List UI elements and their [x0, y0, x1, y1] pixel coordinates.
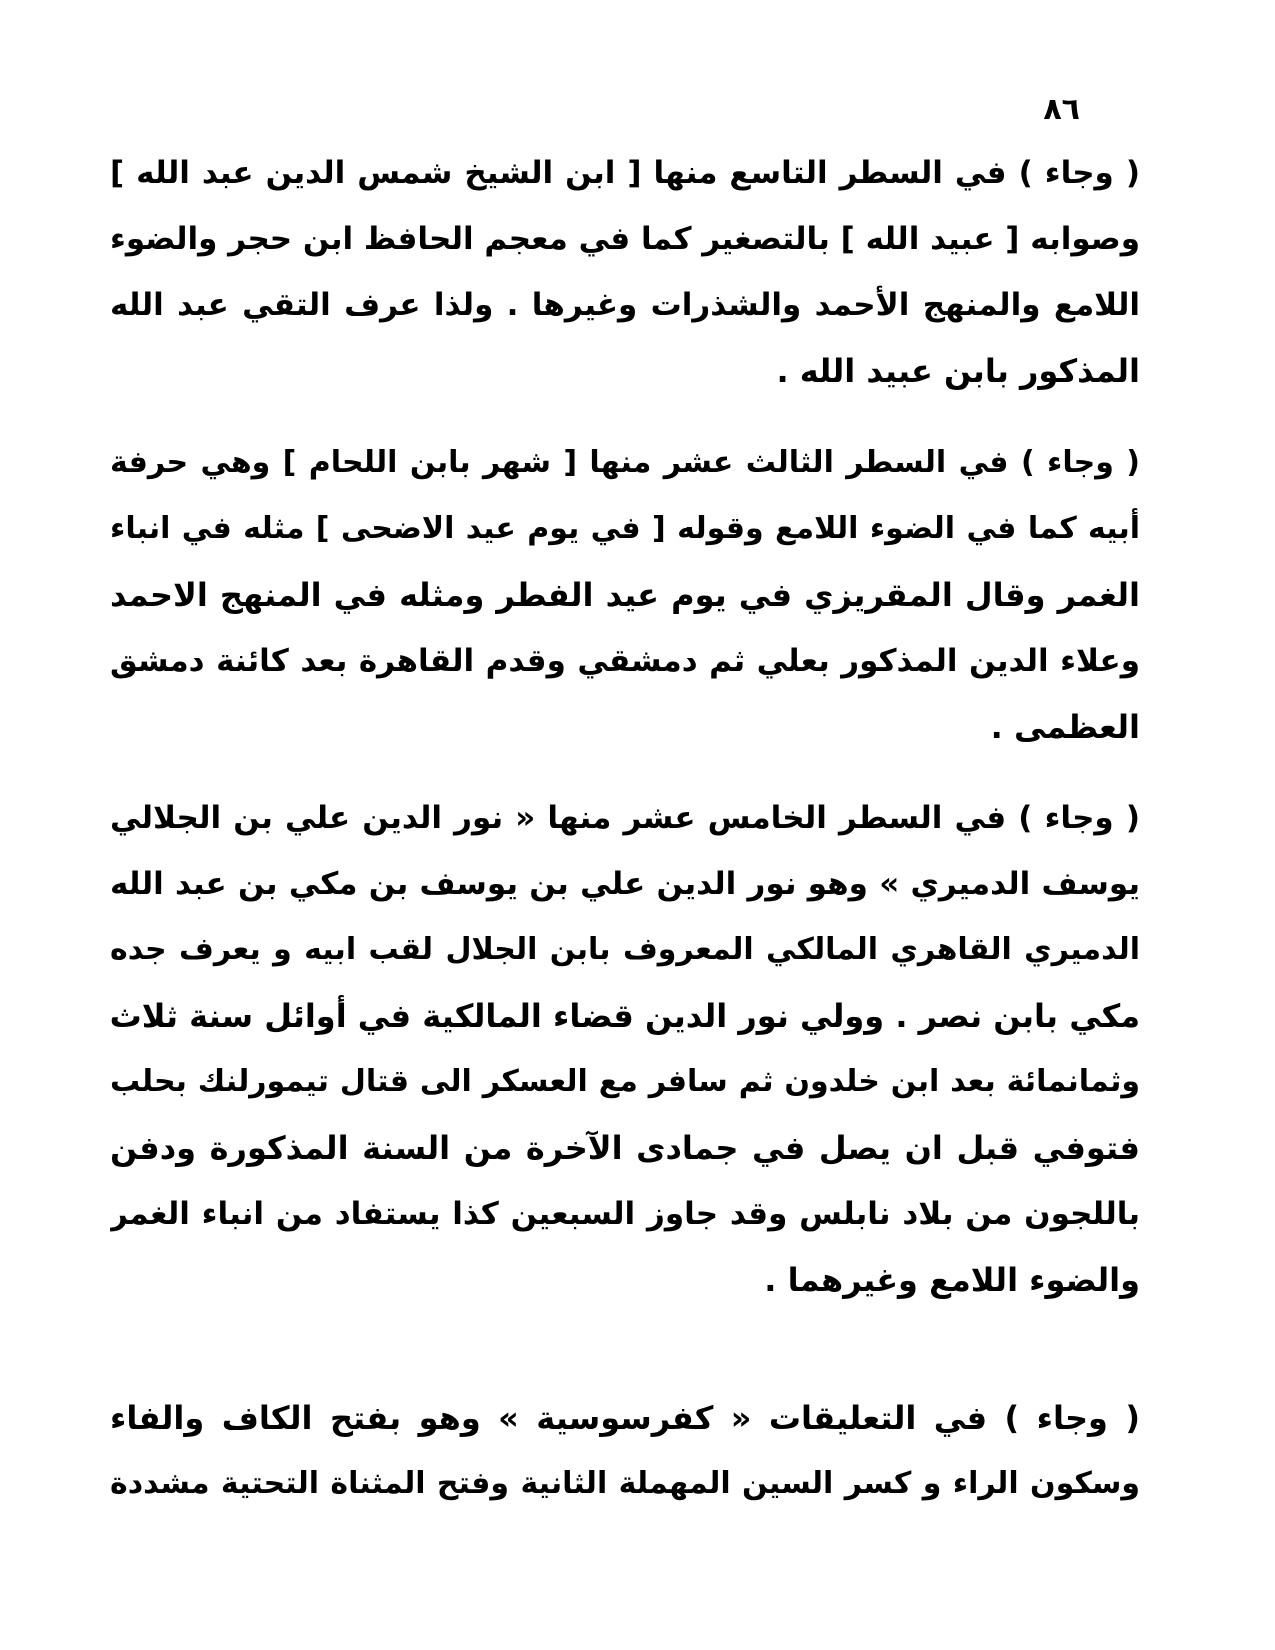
- text-line: المذكور بابن عبيد الله .: [776, 352, 1140, 390]
- paragraph-4: [110, 1385, 1140, 1517]
- text-line: الدميري القاهري المالكي المعروف بابن الجلال لقب ابيه و يعرف جده: [110, 932, 1140, 967]
- text-line: باللجون من بلاد نابلس وقد جاوز السبعين كذا يستفاد من انباء الغمر: [110, 1196, 1140, 1232]
- text-line: أبيه كما في الضوء اللامع وقوله [ في يوم عيد الاضحى ] مثله في انباء: [110, 511, 1140, 546]
- paragraph-3: [110, 785, 1140, 1313]
- text-line: العظمى .: [990, 708, 1140, 746]
- text-line: وثمانمائة بعد ابن خلدون ثم سافر مع العسكر الى قتال تيمورلنك بحلب: [110, 1064, 1140, 1099]
- text-line: ( وجاء ) في السطر الخامس عشر منها « نور الدين علي بن الجلالي: [110, 800, 1140, 836]
- text-line: وعلاء الدين المذكور بعلي ثم دمشقي وقدم القاهرة بعد كائنة دمشق: [110, 643, 1140, 679]
- page-number: ٨٦: [1043, 92, 1080, 127]
- text-line: ( وجاء ) في السطر التاسع منها [ ابن الشيخ شمس الدين عبد الله ]: [110, 155, 1140, 191]
- text-line: وسكون الراء و كسر السين المهملة الثانية وفتح المثناة التحتية مشددة: [110, 1466, 1140, 1501]
- paragraph-1: [110, 140, 1140, 404]
- text-line: ( وجاء ) في السطر الثالث عشر منها [ شهر بابن اللحام ] وهي حرفة: [110, 445, 1140, 480]
- text-line: مكي بابن نصر . وولي نور الدين قضاء المالكية في أوائل سنة ثلاث: [110, 997, 1140, 1035]
- text-line: ( وجاء ) في التعليقات « كفرسوسية » وهو بفتح الكاف والفاء: [110, 1399, 1140, 1437]
- text-line: اللامع والمنهج الأحمد والشذرات وغيرها . ولذا عرف التقي عبد الله: [110, 287, 1140, 323]
- text-line: والضوء اللامع وغيرهما .: [764, 1261, 1140, 1299]
- paragraph-2: [110, 430, 1140, 760]
- text-line: وصوابه [ عبيد الله ] بالتصغير كما في معجم الحافظ ابن حجر والضوء: [110, 221, 1140, 257]
- text-line: فتوفي قبل ان يصل في جمادى الآخرة من السنة المذكورة ودفن: [110, 1129, 1140, 1167]
- text-line: الغمر وقال المقريزي في يوم عيد الفطر ومثله في المنهج الاحمد: [110, 576, 1140, 614]
- text-line: يوسف الدميري » وهو نور الدين علي بن يوسف بن مكي بن عبد الله: [110, 866, 1140, 902]
